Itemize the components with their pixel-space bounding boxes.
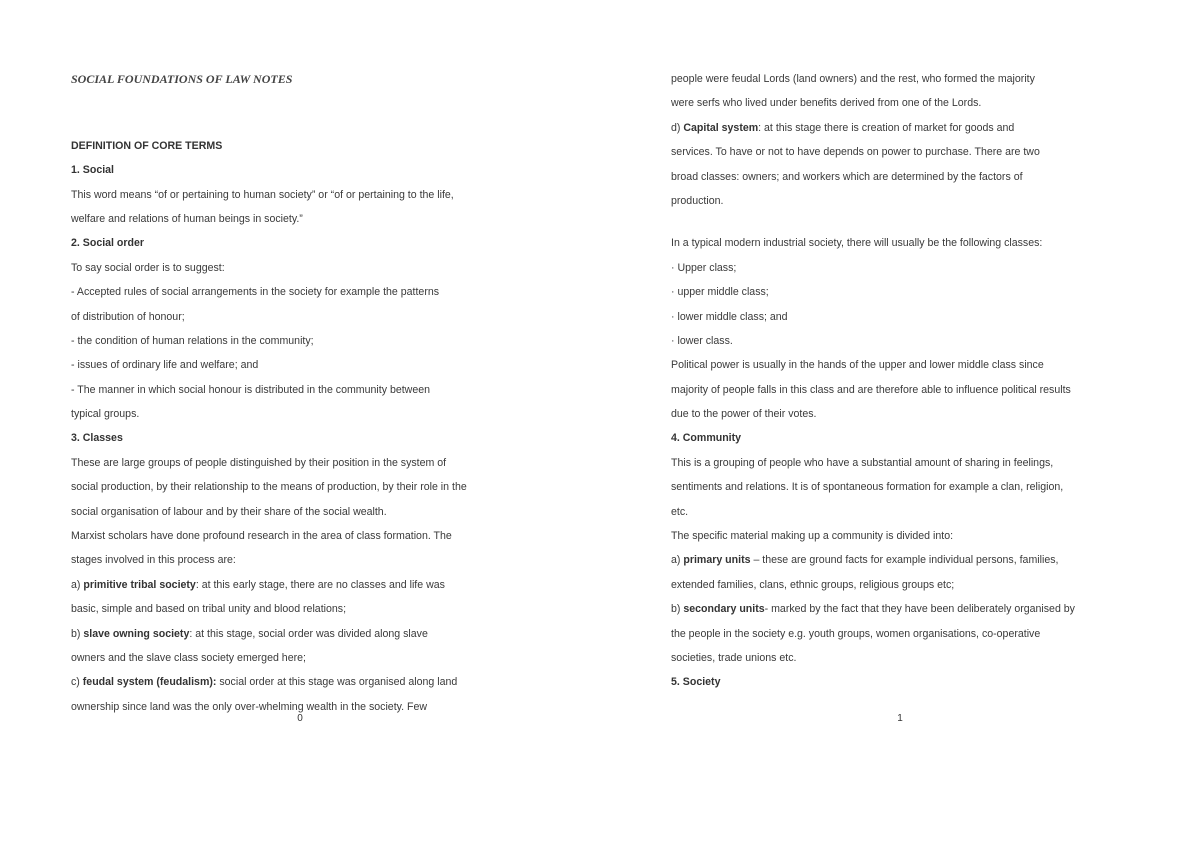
text-line: broad classes: owners; and workers which are determined by the factors of <box>671 170 1023 183</box>
text-line <box>671 116 1131 140</box>
text-line: · upper middle class; <box>671 286 769 299</box>
line-text: – these are ground facts for example individual persons, families, <box>750 554 1059 567</box>
page-right-content <box>671 67 1131 695</box>
text-line: Marxist scholars have done profound research in the area of class formation. The <box>71 530 452 543</box>
bold-term: slave owning society <box>83 627 190 640</box>
text-line <box>71 622 511 646</box>
section-heading: 2. Social order <box>71 237 145 250</box>
bold-term: primary units <box>683 554 751 567</box>
text-line: - the condition of human relations in the community; <box>71 334 314 347</box>
bold-term: Capital system <box>683 121 759 134</box>
bold-term: primitive tribal society <box>83 578 196 591</box>
text-line: people were feudal Lords (land owners) and the rest, who formed the majority <box>671 73 1035 85</box>
list-marker: a) <box>71 578 84 591</box>
list-marker: c) <box>71 676 83 689</box>
text-line: In a typical modern industrial society, there will usually be the following classes: <box>671 237 1043 250</box>
text-line: This word means “of or pertaining to human society” or “of or pertaining to the life, <box>71 188 454 201</box>
list-marker: b) <box>671 603 684 616</box>
text-line: societies, trade unions etc. <box>671 651 797 664</box>
text-line: etc. <box>671 505 689 518</box>
bold-term: secondary units <box>683 603 765 616</box>
text-line: stages involved in this process are: <box>71 554 236 567</box>
document-title: SOCIAL FOUNDATIONS OF LAW NOTES <box>71 72 293 86</box>
text-line: due to the power of their votes. <box>671 408 817 421</box>
text-line: · lower middle class; and <box>671 310 788 323</box>
page-number: 0 <box>297 713 303 724</box>
text-line: welfare and relations of human beings in society.” <box>71 212 303 225</box>
text-line: ownership since land was the only over-whelming wealth in the society. Few <box>71 700 428 713</box>
text-line: services. To have or not to have depends on power to purchase. There are two <box>671 146 1040 159</box>
page-left-content <box>71 67 511 719</box>
line-text: : at this stage, social order was divided along slave <box>189 627 428 640</box>
text-line: extended families, clans, ethnic groups, religious groups etc; <box>671 578 955 591</box>
text-line: These are large groups of people distinguished by their position in the system of <box>71 456 447 469</box>
text-line <box>671 597 1131 621</box>
text-line: majority of people falls in this class and are therefore able to influence political results <box>671 383 1071 396</box>
spacer <box>71 91 511 115</box>
section-heading: DEFINITION OF CORE TERMS <box>71 139 223 152</box>
line-text: : at this stage there is creation of market for goods and <box>758 121 1015 134</box>
text-line: - Accepted rules of social arrangements in the society for example the patterns <box>71 286 440 299</box>
text-line: · lower class. <box>671 334 733 347</box>
section-heading: 4. Community <box>671 432 742 445</box>
text-line: the people in the society e.g. youth groups, women organisations, co-operative <box>671 627 1041 640</box>
list-marker: a) <box>671 554 684 567</box>
list-marker: b) <box>71 627 84 640</box>
line-text: social order at this stage was organised along land <box>216 676 458 689</box>
section-heading: 5. Society <box>671 676 721 689</box>
text-line: basic, simple and based on tribal unity and blood relations; <box>71 603 347 616</box>
spacer <box>71 116 511 134</box>
text-line: This is a grouping of people who have a substantial amount of sharing in feelings, <box>671 456 1054 469</box>
text-line: · Upper class; <box>671 261 737 274</box>
text-line: Political power is usually in the hands of the upper and lower middle class since <box>671 359 1044 372</box>
text-line: social organisation of labour and by their share of the social wealth. <box>71 505 387 518</box>
section-heading: 1. Social <box>71 164 114 177</box>
text-line: To say social order is to suggest: <box>71 261 225 274</box>
text-line: The specific material making up a community is divided into: <box>671 530 954 543</box>
bold-term: feudal system (feudalism): <box>82 676 217 689</box>
text-line: typical groups. <box>71 408 140 421</box>
list-marker: d) <box>671 121 684 134</box>
text-line: owners and the slave class society emerged here; <box>71 651 306 664</box>
page-right <box>600 0 1200 848</box>
page-number: 1 <box>897 713 903 724</box>
text-line: were serfs who lived under benefits derived from one of the Lords. <box>671 97 982 110</box>
text-line: production. <box>671 194 724 207</box>
text-line <box>71 573 511 597</box>
text-line <box>71 670 511 694</box>
text-line: - The manner in which social honour is distributed in the community between <box>71 383 430 396</box>
text-line: of distribution of honour; <box>71 310 185 323</box>
text-line: social production, by their relationship to the means of production, by their role in the <box>71 481 467 494</box>
line-text: - marked by the fact that they have been deliberately organised by <box>764 603 1075 616</box>
text-line <box>671 548 1131 572</box>
text-line: - issues of ordinary life and welfare; and <box>71 359 259 372</box>
spacer <box>671 213 1131 231</box>
section-heading: 3. Classes <box>71 432 123 445</box>
text-line: sentiments and relations. It is of spontaneous formation for example a clan, religion, <box>671 481 1064 494</box>
line-text: : at this early stage, there are no classes and life was <box>195 578 445 591</box>
